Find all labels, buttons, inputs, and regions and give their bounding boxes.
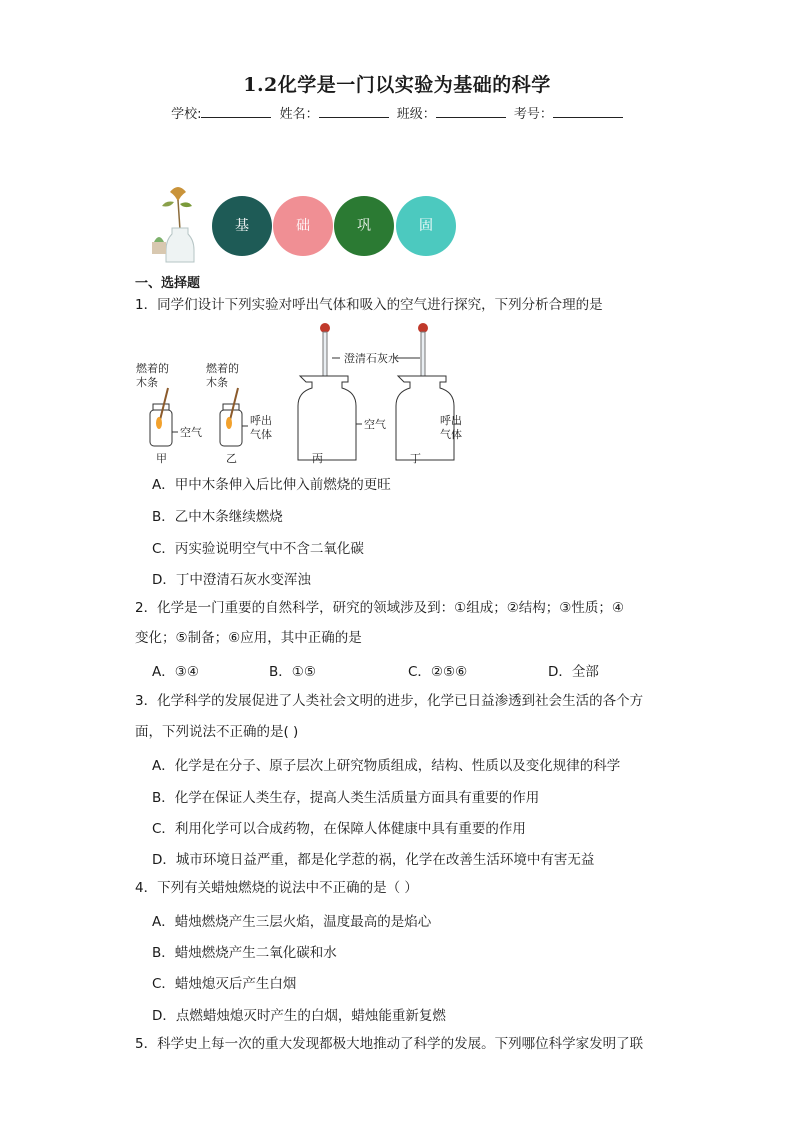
yi-flame (226, 417, 232, 429)
banner-circle-gu: 固 (396, 196, 456, 256)
q3-stem-line2: 面，下列说法不正确的是( ) (135, 724, 299, 740)
section-banner (150, 180, 470, 270)
bing-name: 丙 (312, 452, 323, 465)
q4-stem: 4．下列有关蜡烛燃烧的说法中不正确的是（ ） (135, 880, 418, 896)
name-label: 姓名： (279, 107, 319, 122)
q2-option-a: A．③④ (152, 664, 199, 680)
q2-option-b: B．①⑤ (269, 664, 316, 680)
ding-name: 丁 (410, 452, 421, 465)
q1-option-d: D．丁中澄清石灰水变浑浊 (152, 572, 311, 588)
yi-label-top: 燃着的 (206, 362, 239, 375)
q3-option-a: A．化学是在分子、原子层次上研究物质组成，结构、性质以及变化规律的科学 (152, 758, 621, 774)
q3-option-d: D．城市环境日益严重，都是化学惹的祸，化学在改善生活环境中有害无益 (152, 852, 595, 868)
q1-stem: 1．同学们设计下列实验对呼出气体和吸入的空气进行探究，下列分析合理的是 (135, 297, 603, 313)
jia-name: 甲 (156, 452, 167, 465)
q3-stem-line1: 3．化学科学的发展促进了人类社会文明的进步，化学已日益渗透到社会生活的各个方 (135, 693, 644, 709)
q1-option-a: A．甲中木条伸入后比伸入前燃烧的更旺 (152, 477, 391, 493)
school-blank (201, 105, 271, 118)
q5-stem: 5．科学史上每一次的重大发现都极大地推动了科学的发展。下列哪位科学家发明了联 (135, 1036, 644, 1052)
yi-label-bottom: 木条 (206, 376, 228, 389)
student-info-row (0, 103, 794, 122)
class-label: 班级： (396, 107, 436, 122)
section-heading: 一、选择题 (135, 276, 201, 291)
jia-flame (156, 417, 162, 429)
jia-air-label: 空气 (180, 426, 202, 439)
yi-gas-label-2: 气体 (250, 428, 272, 441)
ding-gas-label-2: 气体 (440, 428, 462, 441)
q3-option-c: C．利用化学可以合成药物，在保障人体健康中具有重要的作用 (152, 821, 526, 837)
plant-vase-icon (150, 180, 208, 270)
ding-dropper (421, 332, 425, 376)
school-label: 学校: (171, 107, 202, 122)
name-blank (319, 105, 389, 118)
jia-label-bottom: 木条 (136, 376, 158, 389)
bing-bottle (298, 376, 356, 460)
banner-circle-gong: 巩 (334, 196, 394, 256)
yi-name: 乙 (226, 452, 237, 465)
q3-option-b: B．化学在保证人类生存，提高人类生活质量方面具有重要的作用 (152, 790, 540, 806)
q1-experiment-diagram (132, 320, 492, 470)
banner-circle-ji: 基 (212, 196, 272, 256)
page-title: 1.2化学是一门以实验为基础的科学 (243, 74, 551, 96)
ding-gas-label-1: 呼出 (440, 414, 462, 427)
q4-option-d: D．点燃蜡烛熄灭时产生的白烟，蜡烛能重新复燃 (152, 1008, 446, 1024)
q1-option-c: C．丙实验说明空气中不含二氧化碳 (152, 541, 364, 557)
banner-circle-chu: 础 (273, 196, 333, 256)
number-blank (553, 105, 623, 118)
q4-option-b: B．蜡烛燃烧产生二氧化碳和水 (152, 945, 337, 961)
q1-option-b: B．乙中木条继续燃烧 (152, 509, 283, 525)
class-blank (436, 105, 506, 118)
yi-gas-label-1: 呼出 (250, 414, 272, 427)
jia-label-top: 燃着的 (136, 362, 169, 375)
limewater-label: 澄清石灰水 (344, 352, 399, 365)
q2-option-d: D．全部 (548, 664, 599, 680)
number-label: 考号： (513, 107, 553, 122)
bing-dropper (323, 332, 327, 376)
q2-stem-line2: 变化；⑤制备；⑥应用，其中正确的是 (135, 630, 362, 646)
q2-option-c: C．②⑤⑥ (408, 664, 468, 680)
q4-option-a: A．蜡烛燃烧产生三层火焰，温度最高的是焰心 (152, 914, 432, 930)
q2-stem-line1: 2．化学是一门重要的自然科学，研究的领域涉及到：①组成；②结构；③性质；④ (135, 600, 624, 616)
bing-air-label: 空气 (364, 418, 386, 431)
q4-option-c: C．蜡烛熄灭后产生白烟 (152, 976, 297, 992)
